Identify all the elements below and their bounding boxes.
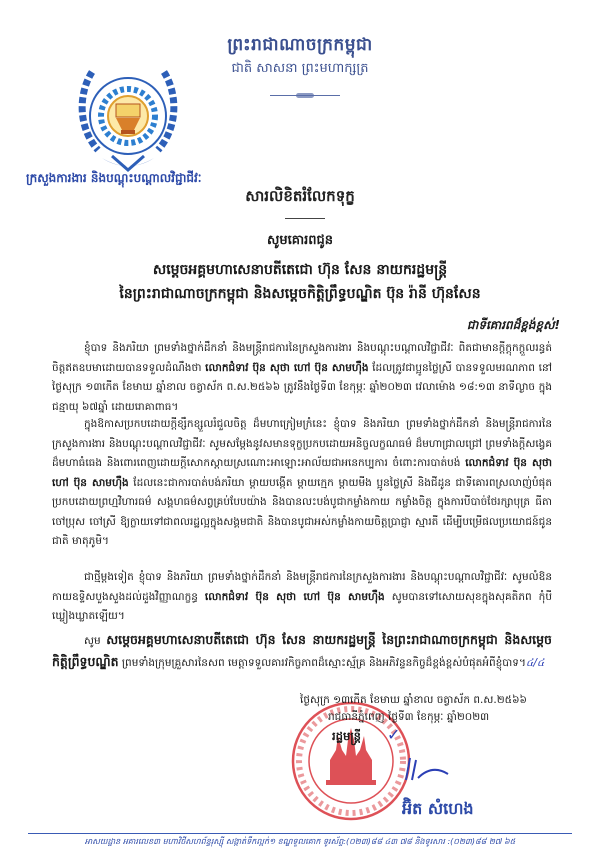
deceased-name: លោកជំទាវ ប៊ុន សុថា ហៅ ប៊ុន សាមហ៊ឺង xyxy=(52,457,552,489)
ministry-name: ក្រសួងការងារ និងបណ្តុះបណ្តាលវិជ្ជាជីវៈ xyxy=(26,171,202,185)
paragraph-text: ព្រមទាំងក្រុមគ្រួសារនៃសព មេត្តាទទួលគារវកិច្ចភាពដ៏ស្មោះស្ម័គ្រ និងអភិវន្ទនកិច្ចដ៏ខ្ពង់ខ្ពស់បំផុតអំពីខ្ញុំបាទ។ xyxy=(118,656,526,669)
solar-date: រាជធានីភ្នំពេញ ថ្ងៃទី៣ ខែកុម្ភៈ ឆ្នាំ២០២៣ xyxy=(328,711,490,723)
signer-name: អ៊ិត សំហេង xyxy=(402,799,474,818)
kingdom-heading: ព្រះរាជាណាចក្រកម្ពុជា xyxy=(227,35,373,55)
recipient-name: សម្តេចអគ្គមហាសេនាបតីតេជោ ហ៊ុន សែន នាយករដ្ឋមន្ត្រី នៃព្រះរាជាណាចក្រកម្ពុជា និងសម្តេចកិត្តិព្រឹទ្ធបណ្ឌិត xyxy=(52,632,552,669)
deceased-name: លោកជំទាវ ប៊ុន សុថា ហៅ ប៊ុន សាមហ៊ឺង xyxy=(205,361,369,374)
initial-mark: ៤/៤ xyxy=(525,656,545,669)
footer-divider xyxy=(28,833,572,834)
salutation: សូមគោរពជូន xyxy=(266,233,333,248)
respect-greeting: ជាទីគោរពដ៏ខ្ពង់ខ្ពស់! xyxy=(466,318,560,332)
recipient-block xyxy=(0,258,600,306)
paragraph-text: សូម xyxy=(84,635,107,647)
paragraph-text: ក្នុងឱកាសប្រកបដោយក្តីខ្សឹកខ្សួលរំជួលចិត្ត ដ៏មហាក្រៀមក្រំនេះ ខ្ញុំបាទ និងភរិយា ព្រមទាំងថ្នាក់ដឹកនាំ និងមន្ត្រីរាជការនៃក្រសួងការងារ និងបណ្តុះបណ្តាលវិជ្ជាជីវៈ សូមសម្តែងនូវសមានទុក្ខប្រកបដោយអនិច្ចលក្ខណធម៌ ដ៏មហាជ្រាលជ្រៅ ព្រមទាំងក្តីសង្វេគដ៏មហាធំធេង និងពោរពេញដោយក្តីសោកស្តាយស្រណោះអាឡោះអាល័យជាអនេកប្បការ ចំពោះការបាត់បង់ xyxy=(52,418,552,469)
recipient-line-2: នៃព្រះរាជាណាចក្រកម្ពុជា និងសម្តេចកិត្តិព្រឹទ្ធបណ្ឌិត ប៊ុន រ៉ានី ហ៊ុនសែន xyxy=(119,286,481,302)
paragraph-3 xyxy=(52,568,552,627)
ministry-logo-icon xyxy=(72,58,184,176)
national-motto: ជាតិ សាសនា ព្រះមហាក្សត្រ xyxy=(231,61,369,76)
paragraph-text: ខ្ញុំបាទ និងភរិយា ព្រមទាំងថ្នាក់ដឹកនាំ និងមន្ត្រីរាជការនៃក្រសួងការងារ និងបណ្តុះបណ្តាលវិជ្ជាជីវៈ ពិតជាមានក្តីក្តុកក្តួលរន្ធត់ចិត្តឥតឧបមាដោយបានទទួលដំណឹងថា xyxy=(52,342,552,374)
paragraph-1 xyxy=(52,339,552,417)
signer-role: រដ្ឋមន្ត្រី xyxy=(332,729,361,743)
paragraph-4 xyxy=(52,630,552,673)
signature-icon xyxy=(402,754,452,784)
lunar-date: ថ្ងៃសុក្រ ១៣កើត ខែមាឃ ឆ្នាំខាល ចត្វាស័ក ព.ស.២៥៦៦ xyxy=(300,694,527,706)
title-divider xyxy=(285,218,325,219)
paragraph-2 xyxy=(52,415,552,552)
document-title: សារលិខិតរំលែកទុក្ខ xyxy=(245,187,355,205)
check-mark-icon: ✓ xyxy=(387,725,401,744)
paragraph-text: ជាថ្មីម្តងទៀត ខ្ញុំបាទ និងភរិយា ព្រមទាំងថ្នាក់ដឹកនាំ និងមន្ត្រីរាជការនៃក្រសួងការងារ និងបណ្តុះបណ្តាលវិជ្ជាជីវៈ សូមលំឱនកាយឧទ្ទិសបួងសួងដល់ដួងវិញ្ញាណក្ខន្ធ xyxy=(52,571,552,603)
deceased-name: លោកជំទាវ ប៊ុន សុថា ហៅ ប៊ុន សាមហ៊ឺង xyxy=(204,590,385,603)
ornament-divider xyxy=(270,95,340,96)
paragraph-text: សូមបានទៅសោយសុខក្នុងសុគតិភព កុំបីឃ្លៀងឃ្លាតឡើយ។ xyxy=(52,590,552,622)
recipient-line-1: សម្តេចអគ្គមហាសេនាបតីតេជោ ហ៊ុន សែន នាយករដ្ឋមន្ត្រី xyxy=(152,262,448,278)
footer-address: អាសយដ្ឋាន អគារលេខ៣ មហាវិថីសហព័ន្ធរុស្ស៊ី សង្កាត់ទឹកល្អក់១ ខណ្ឌទួលគោក ទូរស័ព្ទ:(០២៣)៨៨ ៤៣ ៧៨ និងទូរសារ :(០២៣)៨៨ ២៧ ៦៥ xyxy=(84,837,516,846)
paragraph-text: ដែលនេះជាការបាត់បង់ភរិយា ម្តាយបង្កើត ម្តាយក្មេក ម្តាយមីង ប្អូនថ្លៃស្រី និងជីដូន ជាទីគោរពស្រលាញ់បំផុតប្រកបដោយព្រហ្មវិហារធម៌ សង្គហធម៌សព្វគ្រប់បែបយ៉ាង និងបានលះបង់បូជាកម្លាំងកាយ កម្លាំងចិត្ត ក្នុងការបីបាច់ថែរក្សាបុត្រ ធីតា ចៅប្រុស ចៅស្រី ឱ្យក្លាយទៅជាពលរដ្ឋល្អក្នុងសង្គមជាតិ និងបានបូជាអស់កម្លាំងកាយចិត្តប្រាជ្ញា ស្មារតី ដើម្បីបម្រើផលប្រយោជន៍ជូនជាតិ មាតុភូមិ។ xyxy=(52,476,552,547)
paragraph-text: ដែលត្រូវជាប្អូនថ្លៃស្រី បានទទួលមរណភាព នៅថ្ងៃសុក្រ ១៣កើត ខែមាឃ ឆ្នាំខាល ចត្វាស័ក ព.ស.២៥៦៦ ត្រូវនឹងថ្ងៃទី៣ ខែកុម្ភៈ ឆ្នាំ២០២៣ វេលាម៉ោង ១៨:១៣ នាទីល្ងាច ក្នុងជន្មាយុ ៦៧ឆ្នាំ ដោយរោគាពាធ។ xyxy=(52,361,552,413)
